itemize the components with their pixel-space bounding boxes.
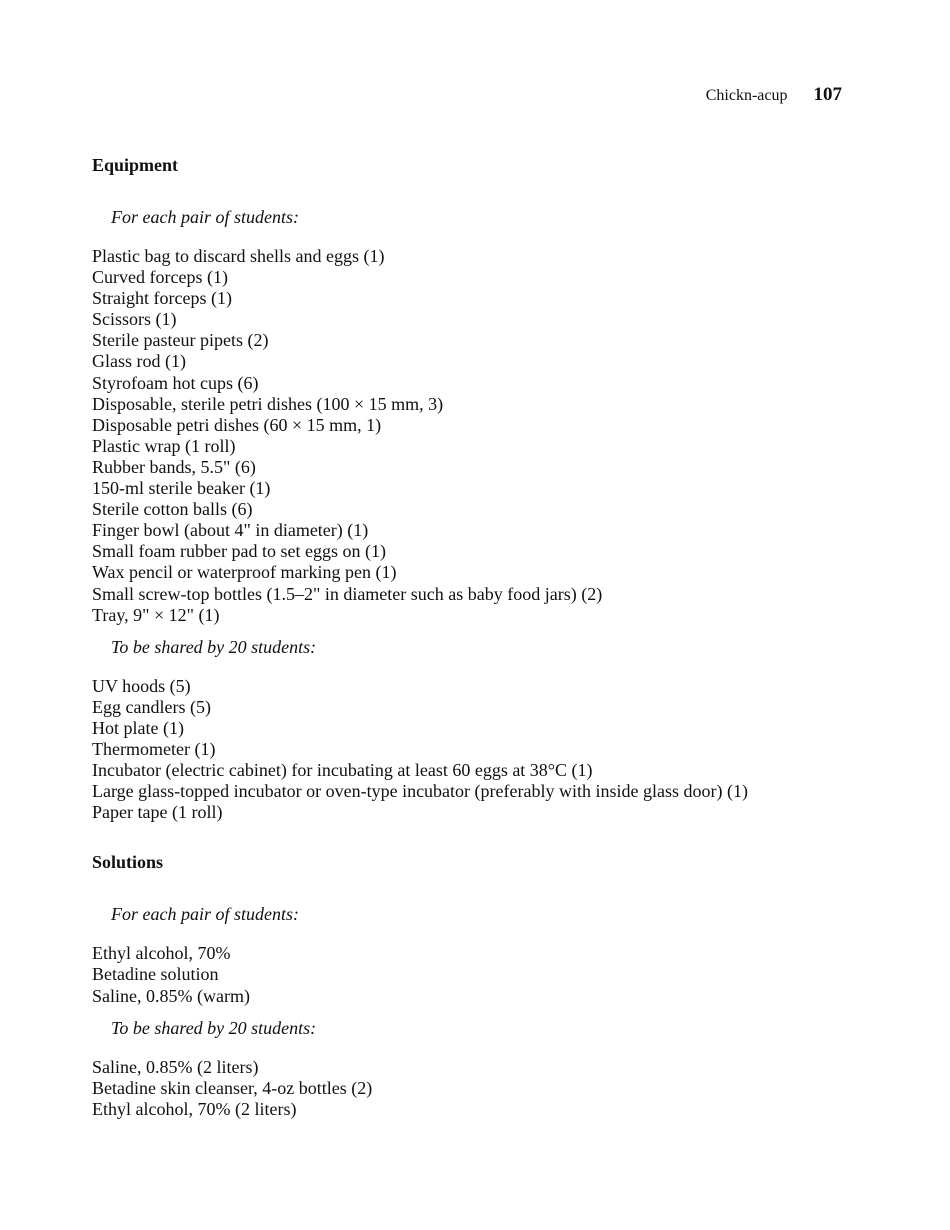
list-item: Saline, 0.85% (warm) [92,985,250,1006]
equipment-heading: Equipment [92,155,179,175]
list-item: Hot plate (1) [92,717,184,738]
list-item: Sterile cotton balls (6) [92,499,253,520]
solutions-pair-label: For each pair of students: [111,904,299,925]
equipment-shared-label: To be shared by 20 students: [111,636,317,657]
list-item: Plastic wrap (1 roll) [92,435,236,456]
list-item: Styrofoam hot cups (6) [92,372,259,393]
list-item: Thermometer (1) [92,738,216,759]
list-item: UV hoods (5) [92,675,191,696]
list-item: Incubator (electric cabinet) for incubating at least 60 eggs at 38°C (1) [92,760,593,781]
solutions-pair-list [92,943,872,1006]
list-item: Wax pencil or waterproof marking pen (1) [92,562,397,583]
list-item: Paper tape (1 roll) [92,802,223,823]
list-item: Ethyl alcohol, 70% [92,943,231,964]
list-item: Small foam rubber pad to set eggs on (1) [92,541,386,562]
running-head [706,84,842,106]
page-content [92,154,872,1120]
list-item: Finger bowl (about 4" in diameter) (1) [92,520,369,541]
list-item: Plastic bag to discard shells and eggs (1) [92,246,385,266]
running-title: Chickn-acup [705,87,788,104]
list-item: Betadine skin cleanser, 4-oz bottles (2) [92,1077,373,1098]
list-item: Curved forceps (1) [92,267,228,288]
list-item: Tray, 9" × 12" (1) [92,604,220,625]
page-number: 107 [813,84,842,105]
list-item: Ethyl alcohol, 70% (2 liters) [92,1098,297,1119]
list-item: Disposable, sterile petri dishes (100 × 15 mm, 3) [92,393,444,414]
list-item: 150-ml sterile beaker (1) [92,478,271,499]
solutions-heading: Solutions [92,852,164,873]
equipment-pair-label: For each pair of students: [111,207,299,227]
list-item: Straight forceps (1) [92,288,232,309]
list-item: Scissors (1) [92,309,177,330]
list-item: Large glass-topped incubator or oven-type incubator (preferably with inside glass door) (1) [92,781,748,802]
list-item: Glass rod (1) [92,351,186,372]
solutions-shared-label: To be shared by 20 students: [111,1017,317,1038]
list-item: Small screw-top bottles (1.5–2" in diameter such as baby food jars) (2) [92,583,603,604]
equipment-shared-list [92,676,872,824]
list-item: Betadine solution [92,964,219,985]
list-item: Disposable petri dishes (60 × 15 mm, 1) [92,414,382,435]
list-item: Egg candlers (5) [92,696,211,717]
equipment-pair-list [92,246,872,626]
list-item: Sterile pasteur pipets (2) [92,330,269,351]
solutions-shared-list [92,1057,872,1120]
list-item: Rubber bands, 5.5" (6) [92,456,256,477]
list-item: Saline, 0.85% (2 liters) [92,1056,259,1077]
